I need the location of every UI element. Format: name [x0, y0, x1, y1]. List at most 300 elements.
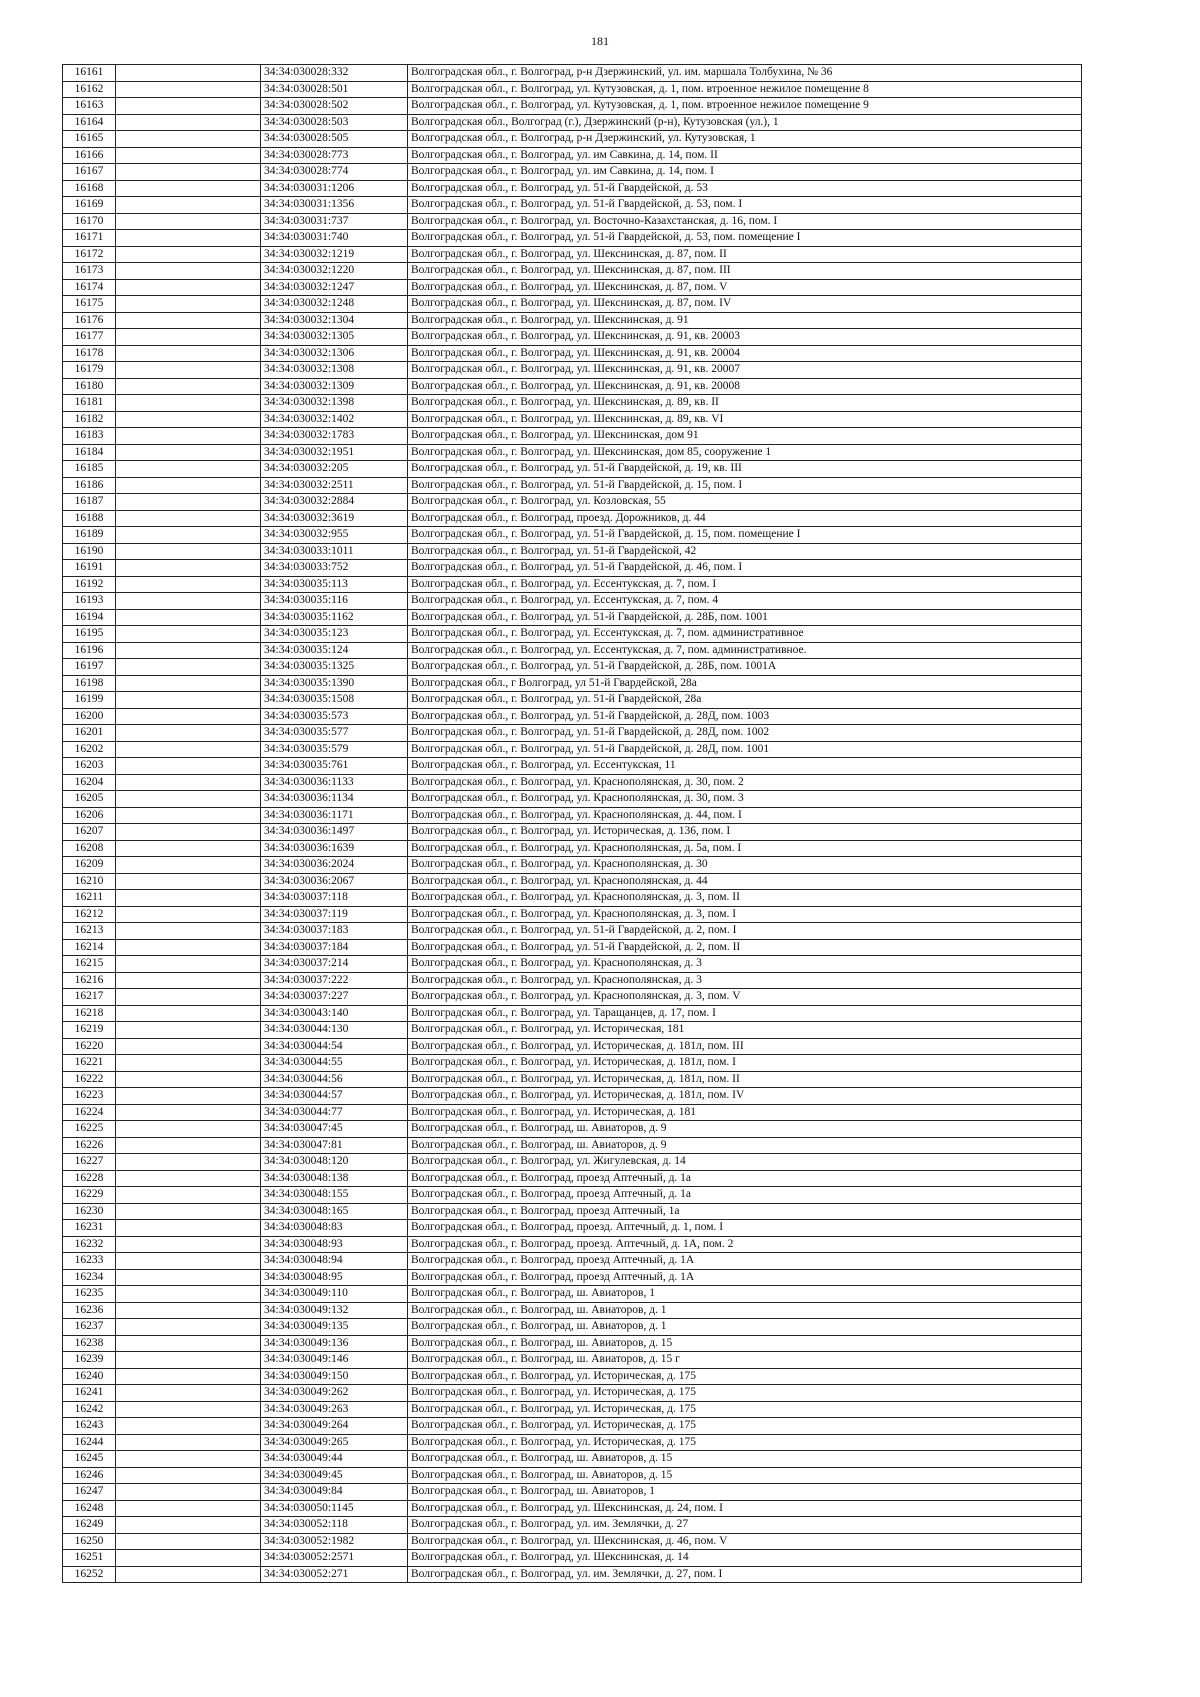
- table-row: [63, 1038, 1082, 1055]
- cadastral-number-cell: 34:34:030048:120: [261, 1154, 408, 1171]
- row-number-cell: 16250: [63, 1533, 116, 1550]
- empty-cell: [116, 461, 261, 478]
- empty-cell: [116, 1220, 261, 1237]
- address-cell: Волгоградская обл., г. Волгоград, ул. 51-й Гвардейской, д. 53, пом. I: [408, 197, 1082, 214]
- address-cell: Волгоградская обл., г. Волгоград, ул. Краснополянская, д. 30: [408, 857, 1082, 874]
- table-row: [63, 65, 1082, 82]
- table-row: [63, 1137, 1082, 1154]
- empty-cell: [116, 791, 261, 808]
- cadastral-number-cell: 34:34:030035:577: [261, 725, 408, 742]
- row-number-cell: 16218: [63, 1005, 116, 1022]
- address-cell: Волгоградская обл., г. Волгоград, ул. Краснополянская, д. 3, пом. II: [408, 890, 1082, 907]
- cadastral-number-cell: 34:34:030032:1402: [261, 411, 408, 428]
- address-cell: Волгоградская обл., г. Волгоград, ш. Авиаторов, д. 15 г: [408, 1352, 1082, 1369]
- cadastral-number-cell: 34:34:030036:1133: [261, 774, 408, 791]
- cadastral-number-cell: 34:34:030043:140: [261, 1005, 408, 1022]
- row-number-cell: 16225: [63, 1121, 116, 1138]
- table-row: [63, 725, 1082, 742]
- address-cell: Волгоградская обл., г. Волгоград, ул. 51-й Гвардейской, д. 15, пом. I: [408, 477, 1082, 494]
- address-cell: Волгоградская обл., г. Волгоград, ул. Козловская, 55: [408, 494, 1082, 511]
- empty-cell: [116, 246, 261, 263]
- row-number-cell: 16161: [63, 65, 116, 82]
- row-number-cell: 16165: [63, 131, 116, 148]
- cadastral-number-cell: 34:34:030032:1308: [261, 362, 408, 379]
- table-row: [63, 428, 1082, 445]
- address-cell: Волгоградская обл., г. Волгоград, ул. Шекснинская, д. 87, пом. IV: [408, 296, 1082, 313]
- table-row: [63, 131, 1082, 148]
- address-cell: Волгоградская обл., г. Волгоград, проезд Аптечный, 1а: [408, 1203, 1082, 1220]
- empty-cell: [116, 1022, 261, 1039]
- row-number-cell: 16186: [63, 477, 116, 494]
- cadastral-number-cell: 34:34:030032:1220: [261, 263, 408, 280]
- empty-cell: [116, 725, 261, 742]
- table-row: [63, 560, 1082, 577]
- empty-cell: [116, 1451, 261, 1468]
- row-number-cell: 16224: [63, 1104, 116, 1121]
- row-number-cell: 16223: [63, 1088, 116, 1105]
- empty-cell: [116, 857, 261, 874]
- row-number-cell: 16252: [63, 1566, 116, 1583]
- row-number-cell: 16234: [63, 1269, 116, 1286]
- empty-cell: [116, 741, 261, 758]
- empty-cell: [116, 263, 261, 280]
- address-cell: Волгоградская обл., г. Волгоград, ш. Авиаторов, д. 15: [408, 1451, 1082, 1468]
- empty-cell: [116, 164, 261, 181]
- table-row: [63, 989, 1082, 1006]
- address-cell: Волгоградская обл., г. Волгоград, ул. Историческая, д. 181л, пом. II: [408, 1071, 1082, 1088]
- row-number-cell: 16213: [63, 923, 116, 940]
- empty-cell: [116, 114, 261, 131]
- cadastral-number-cell: 34:34:030032:1305: [261, 329, 408, 346]
- row-number-cell: 16195: [63, 626, 116, 643]
- address-cell: Волгоградская обл., г. Волгоград, проезд Аптечный, д. 1а: [408, 1187, 1082, 1204]
- empty-cell: [116, 807, 261, 824]
- table-row: [63, 1451, 1082, 1468]
- row-number-cell: 16187: [63, 494, 116, 511]
- row-number-cell: 16215: [63, 956, 116, 973]
- address-cell: Волгоградская обл., г. Волгоград, ул. Историческая, 181: [408, 1022, 1082, 1039]
- empty-cell: [116, 1055, 261, 1072]
- row-number-cell: 16230: [63, 1203, 116, 1220]
- row-number-cell: 16183: [63, 428, 116, 445]
- empty-cell: [116, 1368, 261, 1385]
- address-cell: Волгоградская обл., г. Волгоград, ш. Авиаторов, д. 15: [408, 1335, 1082, 1352]
- table-row: [63, 576, 1082, 593]
- row-number-cell: 16192: [63, 576, 116, 593]
- address-cell: Волгоградская обл., г. Волгоград, ул. Краснополянская, д. 44: [408, 873, 1082, 890]
- empty-cell: [116, 1121, 261, 1138]
- table-row: [63, 1467, 1082, 1484]
- address-cell: Волгоградская обл., г. Волгоград, ул. им. Землячки, д. 27: [408, 1517, 1082, 1534]
- address-cell: Волгоградская обл., г. Волгоград, ш. Авиаторов, 1: [408, 1484, 1082, 1501]
- address-cell: Волгоградская обл., г. Волгоград, проезд Аптечный, д. 1А: [408, 1269, 1082, 1286]
- address-cell: Волгоградская обл., г. Волгоград, ул. Шекснинская, д. 14: [408, 1550, 1082, 1567]
- empty-cell: [116, 428, 261, 445]
- address-cell: Волгоградская обл., г. Волгоград, ул. Историческая, д. 175: [408, 1368, 1082, 1385]
- empty-cell: [116, 692, 261, 709]
- row-number-cell: 16212: [63, 906, 116, 923]
- row-number-cell: 16203: [63, 758, 116, 775]
- address-cell: Волгоградская обл., г. Волгоград, ул. Шекснинская, д. 91: [408, 312, 1082, 329]
- row-number-cell: 16247: [63, 1484, 116, 1501]
- address-cell: Волгоградская обл., г. Волгоград, ул. 51-й Гвардейской, д. 28Б, пом. 1001А: [408, 659, 1082, 676]
- address-cell: Волгоградская обл., г. Волгоград, ул. 51-й Гвардейской, д. 2, пом. I: [408, 923, 1082, 940]
- empty-cell: [116, 906, 261, 923]
- row-number-cell: 16251: [63, 1550, 116, 1567]
- address-cell: Волгоградская обл., г. Волгоград, ул. Историческая, д. 175: [408, 1401, 1082, 1418]
- row-number-cell: 16204: [63, 774, 116, 791]
- empty-cell: [116, 362, 261, 379]
- address-cell: Волгоградская обл., г. Волгоград, ул. Шекснинская, д. 91, кв. 20008: [408, 378, 1082, 395]
- table-row: [63, 1533, 1082, 1550]
- cadastral-number-cell: 34:34:030052:2571: [261, 1550, 408, 1567]
- cadastral-number-cell: 34:34:030049:135: [261, 1319, 408, 1336]
- table-row: [63, 692, 1082, 709]
- row-number-cell: 16194: [63, 609, 116, 626]
- row-number-cell: 16229: [63, 1187, 116, 1204]
- cadastral-number-cell: 34:34:030032:1951: [261, 444, 408, 461]
- table-row: [63, 923, 1082, 940]
- empty-cell: [116, 1203, 261, 1220]
- empty-cell: [116, 873, 261, 890]
- address-cell: Волгоградская обл., г. Волгоград, ул. им Савкина, д. 14, пом. II: [408, 147, 1082, 164]
- cadastral-number-cell: 34:34:030037:118: [261, 890, 408, 907]
- address-cell: Волгоградская обл., г. Волгоград, ул. Краснополянская, д. 3: [408, 972, 1082, 989]
- empty-cell: [116, 147, 261, 164]
- table-row: [63, 758, 1082, 775]
- address-cell: Волгоградская обл., г. Волгоград, ул. 51-й Гвардейской, 42: [408, 543, 1082, 560]
- cadastral-number-cell: 34:34:030036:2067: [261, 873, 408, 890]
- cadastral-number-cell: 34:34:030049:150: [261, 1368, 408, 1385]
- row-number-cell: 16231: [63, 1220, 116, 1237]
- cadastral-number-cell: 34:34:030035:761: [261, 758, 408, 775]
- cadastral-number-cell: 34:34:030032:1783: [261, 428, 408, 445]
- address-cell: Волгоградская обл., г. Волгоград, ул. Шекснинская, д. 46, пом. V: [408, 1533, 1082, 1550]
- table-row: [63, 510, 1082, 527]
- address-cell: Волгоградская обл., г. Волгоград, ул. Историческая, д. 175: [408, 1418, 1082, 1435]
- table-row: [63, 1253, 1082, 1270]
- address-cell: Волгоградская обл., г. Волгоград, ул. Ессентукская, д. 7, пом. административное: [408, 626, 1082, 643]
- address-cell: Волгоградская обл., г. Волгоград, р-н Дзержинский, ул. Кутузовская, 1: [408, 131, 1082, 148]
- row-number-cell: 16239: [63, 1352, 116, 1369]
- address-cell: Волгоградская обл., г. Волгоград, ул. Ессентукская, д. 7, пом. административное.: [408, 642, 1082, 659]
- cadastral-number-cell: 34:34:030037:119: [261, 906, 408, 923]
- row-number-cell: 16196: [63, 642, 116, 659]
- table-row: [63, 1500, 1082, 1517]
- empty-cell: [116, 840, 261, 857]
- address-cell: Волгоградская обл., г. Волгоград, ул. Краснополянская, д. 3, пом. V: [408, 989, 1082, 1006]
- empty-cell: [116, 296, 261, 313]
- table-row: [63, 263, 1082, 280]
- table-row: [63, 791, 1082, 808]
- table-row: [63, 1401, 1082, 1418]
- table-row: [63, 378, 1082, 395]
- empty-cell: [116, 378, 261, 395]
- cadastral-number-cell: 34:34:030049:110: [261, 1286, 408, 1303]
- empty-cell: [116, 659, 261, 676]
- row-number-cell: 16163: [63, 98, 116, 115]
- address-cell: Волгоградская обл., г. Волгоград, ул. Шекснинская, д. 87, пом. V: [408, 279, 1082, 296]
- empty-cell: [116, 1286, 261, 1303]
- address-cell: Волгоградская обл., г. Волгоград, проезд. Аптечный, д. 1А, пом. 2: [408, 1236, 1082, 1253]
- cadastral-number-cell: 34:34:030035:579: [261, 741, 408, 758]
- cadastral-number-cell: 34:34:030036:1639: [261, 840, 408, 857]
- empty-cell: [116, 989, 261, 1006]
- row-number-cell: 16211: [63, 890, 116, 907]
- address-cell: Волгоградская обл., г. Волгоград, ул. 51-й Гвардейской, 28а: [408, 692, 1082, 709]
- table-row: [63, 1385, 1082, 1402]
- cadastral-number-cell: 34:34:030049:136: [261, 1335, 408, 1352]
- address-cell: Волгоградская обл., г. Волгоград, ул. Таращанцев, д. 17, пом. I: [408, 1005, 1082, 1022]
- row-number-cell: 16210: [63, 873, 116, 890]
- table-row: [63, 543, 1082, 560]
- table-row: [63, 1335, 1082, 1352]
- empty-cell: [116, 609, 261, 626]
- address-cell: Волгоградская обл., г. Волгоград, ш. Авиаторов, д. 9: [408, 1137, 1082, 1154]
- cadastral-number-cell: 34:34:030035:1325: [261, 659, 408, 676]
- table-row: [63, 230, 1082, 247]
- cadastral-number-cell: 34:34:030032:1306: [261, 345, 408, 362]
- empty-cell: [116, 1533, 261, 1550]
- address-cell: Волгоградская обл., г. Волгоград, ш. Авиаторов, д. 9: [408, 1121, 1082, 1138]
- cadastral-number-cell: 34:34:030035:1508: [261, 692, 408, 709]
- address-cell: Волгоградская обл., г. Волгоград, ул. 51-й Гвардейской, д. 28Д, пом. 1001: [408, 741, 1082, 758]
- address-cell: Волгоградская обл., г. Волгоград, ул. Историческая, д. 175: [408, 1434, 1082, 1451]
- address-cell: Волгоградская обл., г. Волгоград, ул. Шекснинская, д. 91, кв. 20007: [408, 362, 1082, 379]
- row-number-cell: 16181: [63, 395, 116, 412]
- empty-cell: [116, 675, 261, 692]
- table-row: [63, 362, 1082, 379]
- cadastral-number-cell: 34:34:030028:502: [261, 98, 408, 115]
- address-cell: Волгоградская обл., г. Волгоград, ул. Кутузовская, д. 1, пом. втроенное нежилое помещение 8: [408, 81, 1082, 98]
- row-number-cell: 16200: [63, 708, 116, 725]
- cadastral-number-cell: 34:34:030037:183: [261, 923, 408, 940]
- row-number-cell: 16191: [63, 560, 116, 577]
- empty-cell: [116, 65, 261, 82]
- table-row: [63, 1203, 1082, 1220]
- table-row: [63, 642, 1082, 659]
- table-row: [63, 494, 1082, 511]
- table-row: [63, 395, 1082, 412]
- table-row: [63, 774, 1082, 791]
- address-cell: Волгоградская обл., г. Волгоград, ул. Шекснинская, д. 24, пом. I: [408, 1500, 1082, 1517]
- cadastral-number-cell: 34:34:030032:1304: [261, 312, 408, 329]
- table-row: [63, 1022, 1082, 1039]
- empty-cell: [116, 1038, 261, 1055]
- row-number-cell: 16242: [63, 1401, 116, 1418]
- table-row: [63, 1550, 1082, 1567]
- row-number-cell: 16176: [63, 312, 116, 329]
- row-number-cell: 16219: [63, 1022, 116, 1039]
- row-number-cell: 16184: [63, 444, 116, 461]
- address-cell: Волгоградская обл., г. Волгоград, ш. Авиаторов, 1: [408, 1286, 1082, 1303]
- empty-cell: [116, 956, 261, 973]
- row-number-cell: 16177: [63, 329, 116, 346]
- cadastral-number-cell: 34:34:030049:265: [261, 1434, 408, 1451]
- table-row: [63, 147, 1082, 164]
- row-number-cell: 16170: [63, 213, 116, 230]
- row-number-cell: 16233: [63, 1253, 116, 1270]
- row-number-cell: 16216: [63, 972, 116, 989]
- table-row: [63, 329, 1082, 346]
- table-row: [63, 477, 1082, 494]
- row-number-cell: 16245: [63, 1451, 116, 1468]
- empty-cell: [116, 1236, 261, 1253]
- empty-cell: [116, 1385, 261, 1402]
- table-row: [63, 890, 1082, 907]
- cadastral-number-cell: 34:34:030037:214: [261, 956, 408, 973]
- empty-cell: [116, 1269, 261, 1286]
- table-row: [63, 213, 1082, 230]
- row-number-cell: 16175: [63, 296, 116, 313]
- cadastral-number-cell: 34:34:030048:165: [261, 1203, 408, 1220]
- table-row: [63, 593, 1082, 610]
- table-row: [63, 1286, 1082, 1303]
- empty-cell: [116, 395, 261, 412]
- row-number-cell: 16169: [63, 197, 116, 214]
- row-number-cell: 16235: [63, 1286, 116, 1303]
- row-number-cell: 16226: [63, 1137, 116, 1154]
- row-number-cell: 16207: [63, 824, 116, 841]
- address-cell: Волгоградская обл., г. Волгоград, ш. Авиаторов, д. 1: [408, 1302, 1082, 1319]
- cadastral-number-cell: 34:34:030044:54: [261, 1038, 408, 1055]
- empty-cell: [116, 1187, 261, 1204]
- row-number-cell: 16240: [63, 1368, 116, 1385]
- empty-cell: [116, 1104, 261, 1121]
- empty-cell: [116, 626, 261, 643]
- cadastral-number-cell: 34:34:030036:1171: [261, 807, 408, 824]
- cadastral-number-cell: 34:34:030052:118: [261, 1517, 408, 1534]
- table-row: [63, 444, 1082, 461]
- table-row: [63, 1104, 1082, 1121]
- address-cell: Волгоградская обл., г. Волгоград, ул. 51-й Гвардейской, д. 46, пом. I: [408, 560, 1082, 577]
- row-number-cell: 16244: [63, 1434, 116, 1451]
- empty-cell: [116, 1434, 261, 1451]
- table-row: [63, 1517, 1082, 1534]
- empty-cell: [116, 1071, 261, 1088]
- address-cell: Волгоградская обл., г. Волгоград, проезд Аптечный, д. 1а: [408, 1170, 1082, 1187]
- table-row: [63, 956, 1082, 973]
- cadastral-number-cell: 34:34:030048:83: [261, 1220, 408, 1237]
- empty-cell: [116, 494, 261, 511]
- table-row: [63, 1319, 1082, 1336]
- row-number-cell: 16188: [63, 510, 116, 527]
- address-cell: Волгоградская обл., г. Волгоград, ул. Историческая, д. 136, пом. I: [408, 824, 1082, 841]
- empty-cell: [116, 1467, 261, 1484]
- cadastral-number-cell: 34:34:030035:1162: [261, 609, 408, 626]
- cadastral-number-cell: 34:34:030044:77: [261, 1104, 408, 1121]
- empty-cell: [116, 758, 261, 775]
- row-number-cell: 16180: [63, 378, 116, 395]
- table-row: [63, 1071, 1082, 1088]
- table-row: [63, 1220, 1082, 1237]
- table-row: [63, 197, 1082, 214]
- cadastral-number-cell: 34:34:030044:56: [261, 1071, 408, 1088]
- empty-cell: [116, 1302, 261, 1319]
- address-cell: Волгоградская обл., г. Волгоград, ул. Историческая, д. 181: [408, 1104, 1082, 1121]
- address-cell: Волгоградская обл., г. Волгоград, ул. Историческая, д. 175: [408, 1385, 1082, 1402]
- empty-cell: [116, 1319, 261, 1336]
- address-cell: Волгоградская обл., г. Волгоград, ул. Шекснинская, д. 89, кв. VI: [408, 411, 1082, 428]
- empty-cell: [116, 329, 261, 346]
- address-cell: Волгоградская обл., г. Волгоград, ул. Историческая, д. 181л, пом. IV: [408, 1088, 1082, 1105]
- table-row: [63, 1269, 1082, 1286]
- row-number-cell: 16190: [63, 543, 116, 560]
- address-cell: Волгоградская обл., г. Волгоград, ш. Авиаторов, д. 1: [408, 1319, 1082, 1336]
- table-row: [63, 1418, 1082, 1435]
- row-number-cell: 16166: [63, 147, 116, 164]
- cadastral-number-cell: 34:34:030049:44: [261, 1451, 408, 1468]
- address-cell: Волгоградская обл., г. Волгоград, ул. Историческая, д. 181л, пом. I: [408, 1055, 1082, 1072]
- cadastral-number-cell: 34:34:030028:501: [261, 81, 408, 98]
- address-cell: Волгоградская обл., г. Волгоград, ул. Краснополянская, д. 44, пом. I: [408, 807, 1082, 824]
- cadastral-number-cell: 34:34:030031:1206: [261, 180, 408, 197]
- cadastral-number-cell: 34:34:030032:205: [261, 461, 408, 478]
- address-cell: Волгоградская обл., г. Волгоград, проезд. Аптечный, д. 1, пом. I: [408, 1220, 1082, 1237]
- cadastral-number-cell: 34:34:030032:2511: [261, 477, 408, 494]
- row-number-cell: 16248: [63, 1500, 116, 1517]
- registry-table-body: [63, 65, 1082, 1583]
- empty-cell: [116, 279, 261, 296]
- address-cell: Волгоградская обл., г. Волгоград, проезд. Дорожников, д. 44: [408, 510, 1082, 527]
- empty-cell: [116, 213, 261, 230]
- empty-cell: [116, 180, 261, 197]
- empty-cell: [116, 345, 261, 362]
- cadastral-number-cell: 34:34:030036:1497: [261, 824, 408, 841]
- cadastral-number-cell: 34:34:030033:752: [261, 560, 408, 577]
- table-row: [63, 807, 1082, 824]
- table-row: [63, 98, 1082, 115]
- empty-cell: [116, 1517, 261, 1534]
- empty-cell: [116, 890, 261, 907]
- empty-cell: [116, 527, 261, 544]
- row-number-cell: 16208: [63, 840, 116, 857]
- empty-cell: [116, 510, 261, 527]
- table-row: [63, 1187, 1082, 1204]
- empty-cell: [116, 1418, 261, 1435]
- cadastral-number-cell: 34:34:030035:116: [261, 593, 408, 610]
- cadastral-number-cell: 34:34:030032:1398: [261, 395, 408, 412]
- row-number-cell: 16164: [63, 114, 116, 131]
- address-cell: Волгоградская обл., г. Волгоград, ул. 51-й Гвардейской, д. 28Б, пом. 1001: [408, 609, 1082, 626]
- table-row: [63, 345, 1082, 362]
- cadastral-number-cell: 34:34:030032:1219: [261, 246, 408, 263]
- empty-cell: [116, 1484, 261, 1501]
- address-cell: Волгоградская обл., г. Волгоград, ул. Историческая, д. 181л, пом. III: [408, 1038, 1082, 1055]
- address-cell: Волгоградская обл., г. Волгоград, ул. Жигулевская, д. 14: [408, 1154, 1082, 1171]
- address-cell: Волгоградская обл., г. Волгоград, ул. Шекснинская, дом 85, сооружение 1: [408, 444, 1082, 461]
- row-number-cell: 16202: [63, 741, 116, 758]
- address-cell: Волгоградская обл., г. Волгоград, ул. Шекснинская, д. 89, кв. II: [408, 395, 1082, 412]
- cadastral-number-cell: 34:34:030037:222: [261, 972, 408, 989]
- address-cell: Волгоградская обл., г. Волгоград, ул. Шекснинская, д. 91, кв. 20004: [408, 345, 1082, 362]
- cadastral-number-cell: 34:34:030052:271: [261, 1566, 408, 1583]
- address-cell: Волгоградская обл., г. Волгоград, ул. Ессентукская, д. 7, пом. I: [408, 576, 1082, 593]
- address-cell: Волгоградская обл., г. Волгоград, ул. Ессентукская, 11: [408, 758, 1082, 775]
- row-number-cell: 16182: [63, 411, 116, 428]
- address-cell: Волгоградская обл., г. Волгоград, ул. Шекснинская, д. 87, пом. II: [408, 246, 1082, 263]
- row-number-cell: 16232: [63, 1236, 116, 1253]
- table-row: [63, 164, 1082, 181]
- empty-cell: [116, 642, 261, 659]
- empty-cell: [116, 593, 261, 610]
- empty-cell: [116, 1154, 261, 1171]
- empty-cell: [116, 543, 261, 560]
- table-row: [63, 1352, 1082, 1369]
- cadastral-number-cell: 34:34:030048:95: [261, 1269, 408, 1286]
- table-row: [63, 840, 1082, 857]
- cadastral-number-cell: 34:34:030047:81: [261, 1137, 408, 1154]
